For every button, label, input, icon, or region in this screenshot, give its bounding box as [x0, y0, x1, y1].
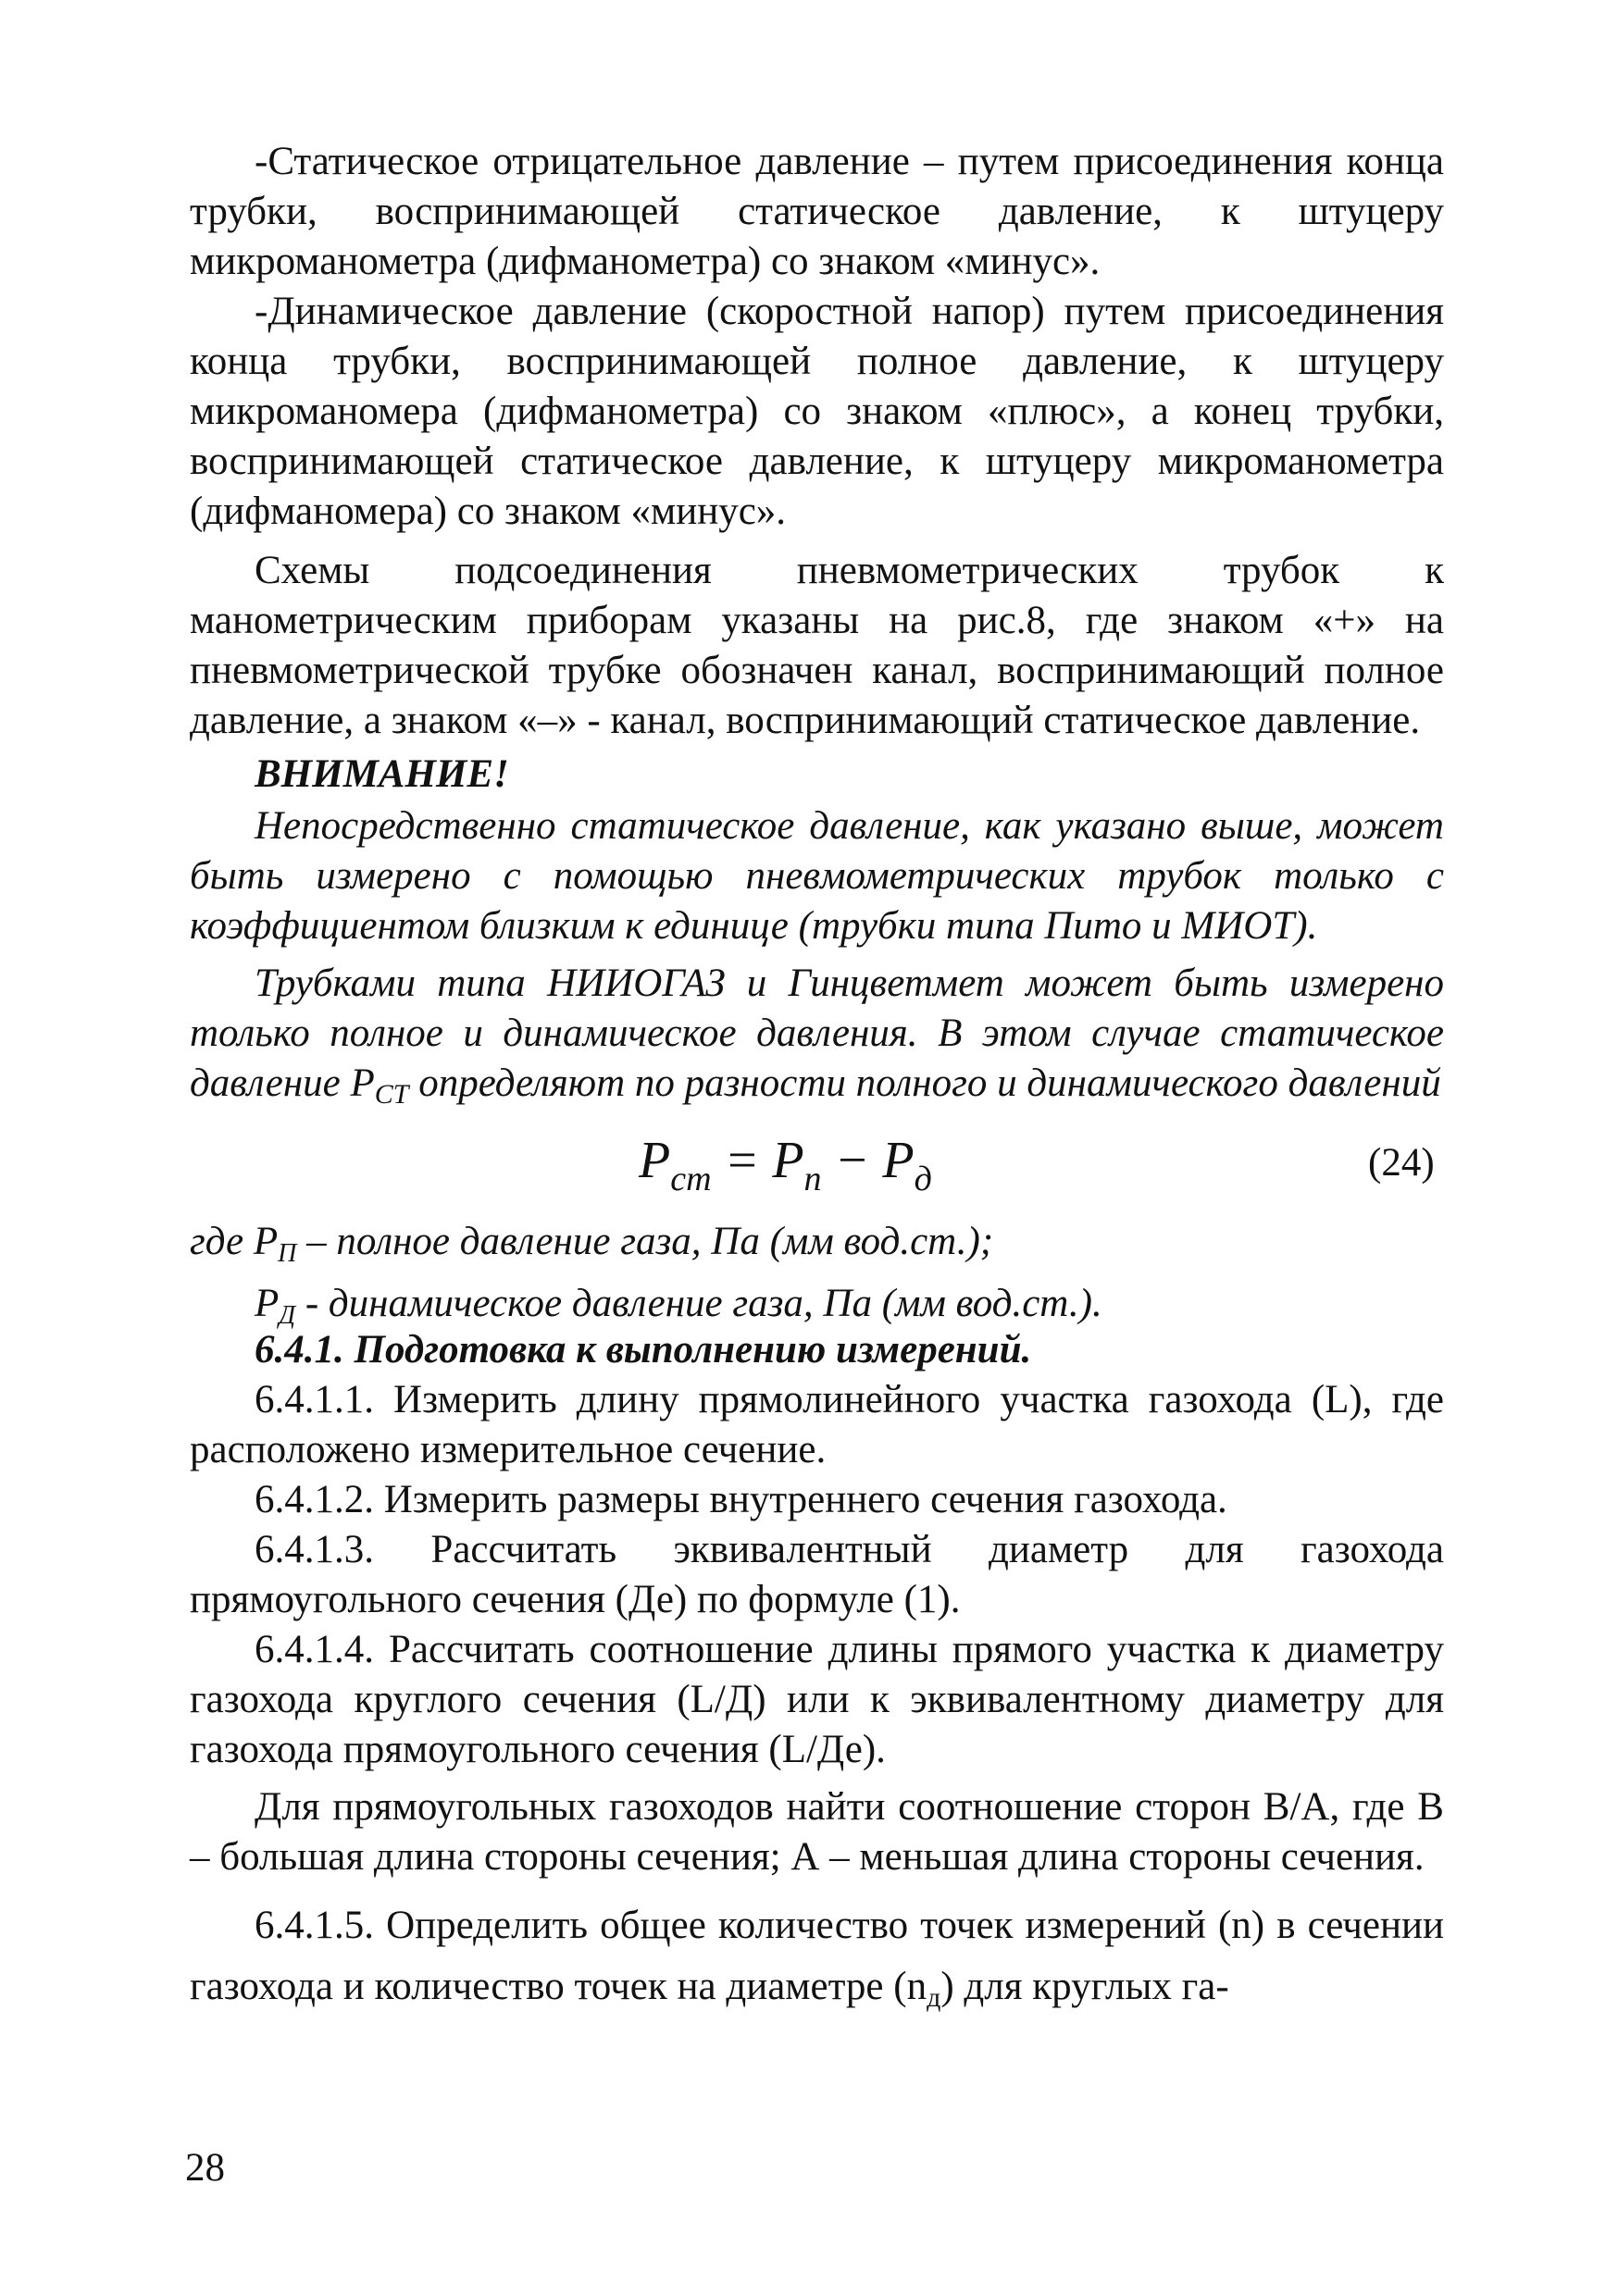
section-item-1: 6.4.1.1. Измерить длину прямолинейного участка газохода (L), где расположено измерительное сечение. [190, 1378, 1444, 1471]
formula-number: (24) [1368, 1141, 1435, 1185]
paragraph-dynamic-pressure: -Динамическое давление (скоростной напор) путем присоединения конца трубки, воспринимающей полное давление, к штуцеру микроманомера (дифманометра) со знаком «плюс», а конец трубки, воспринимающей статическое давление, к штуцеру микроманометра (дифманомера) со знаком «минус». [190, 290, 1444, 533]
warning-text-1: Непосредственно статическое давление, как указано выше, может быть измерено с помощью пневмометрических трубок только с коэффициентом близким к единице (трубки типа Пито и МИОТ). [190, 804, 1444, 948]
section-heading: 6.4.1. Подготовка к выполнению измерений. [255, 1328, 1032, 1371]
section-block [190, 1325, 1444, 2029]
warning-text-2: Трубками типа НИИОГАЗ и Гинцветмет может быть измерено только полное и динамическое давления. В этом случае статическое давление РСТ определяют по разности полного и динамического давлений [190, 962, 1444, 1110]
section-item-5: 6.4.1.5. Определить общее количество точек измерений (n) в сечении газохода и количество точек на диаметре $(n_д)$ для круглых га- [190, 1904, 1444, 2013]
page-number: 28 [185, 2146, 225, 2190]
paragraph-static-negative: -Статическое отрицательное давление – путем присоединения конца трубки, воспринимающей статическое давление, к штуцеру микроманометра (дифманометра) со знаком «минус». [190, 140, 1444, 283]
definition-dynamic-pressure: $Р_Д$ - динамическое давление газа, Па (мм вод.ст.). [255, 1282, 1102, 1330]
section-item-2: 6.4.1.2. Измерить размеры внутреннего сечения газохода. [255, 1478, 1227, 1521]
body-block-1 [190, 137, 1444, 746]
section-item-3: 6.4.1.3. Рассчитать эквивалентный диаметр для газохода прямоугольного сечения (Де) по формуле (1). [190, 1528, 1444, 1621]
warning-heading: ВНИМАНИЕ! [255, 752, 509, 796]
section-item-4: 6.4.1.4. Рассчитать соотношение длины прямого участка к диаметру газохода круглого сечения (L/Д) или к эквивалентному диаметру для газохода прямоугольного сечения (L/Де). [190, 1628, 1444, 1771]
definitions-block [190, 1217, 1444, 1341]
warning-block [190, 801, 1444, 1120]
section-item-rectangular: Для прямоугольных газоходов найти соотношение сторон В/А, где В – большая длина стороны сечения; А – меньшая длина стороны сечения. [190, 1785, 1444, 1879]
definition-full-pressure: где $Р_П$ – полное давление газа, Па (мм вод.ст.); [190, 1220, 994, 1268]
paragraph-connection-schemes: Схемы подсоединения пневмометрических трубок к манометрическим приборам указаны на рис.8, где знаком «+» на пневмометрической трубке обозначен канал, воспринимающий полное давление, а знаком «–» - канал, воспринимающий статическое давление. [190, 549, 1444, 742]
formula-24: $P_{ст} = P_п - P_д$ [639, 1132, 932, 1198]
